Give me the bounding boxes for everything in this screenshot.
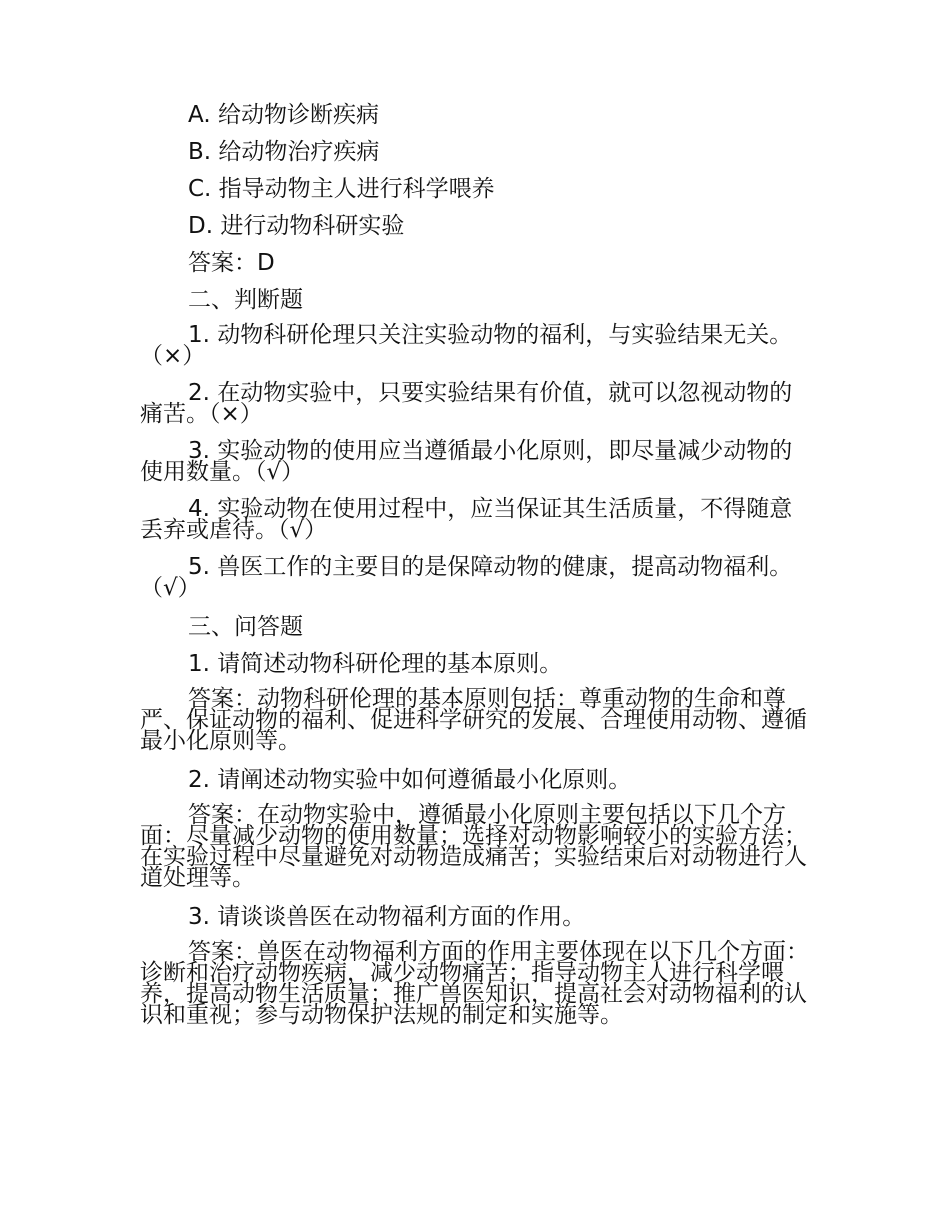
section-title-judgment: 二、判断题 [188, 287, 303, 313]
option-c: C. 指导动物主人进行科学喂养 [188, 176, 495, 202]
judgment-item-2: 2. 在动物实验中，只要实验结果有价值，就可以忽视动物的痛苦。（×） [140, 380, 793, 427]
option-d: D. 进行动物科研实验 [188, 213, 405, 239]
qa-question-1: 1. 请简述动物科研伦理的基本原则。 [188, 651, 563, 677]
qa-answer-2: 答案：在动物实验中，遵循最小化原则主要包括以下几个方面：尽量减少动物的使用数量；选择对动物影响较小的实验方法；在实验过程中尽量避免对动物造成痛苦；实验结束后对动物进行人道处理等。 [140, 802, 807, 891]
option-b: B. 给动物治疗疾病 [188, 139, 380, 165]
qa-question-3: 3. 请谈谈兽医在动物福利方面的作用。 [188, 904, 586, 930]
qa-question-2: 2. 请阐述动物实验中如何遵循最小化原则。 [188, 767, 632, 793]
judgment-item-3: 3. 实验动物的使用应当遵循最小化原则，即尽量减少动物的使用数量。（√） [140, 438, 793, 485]
judgment-item-5: 5. 兽医工作的主要目的是保障动物的健康，提高动物福利。（√） [140, 554, 793, 601]
qa-answer-3: 答案：兽医在动物福利方面的作用主要体现在以下几个方面：诊断和治疗动物疾病，减少动物痛苦；指导动物主人进行科学喂养，提高动物生活质量；推广兽医知识，提高社会对动物福利的认识和重视；参与动物保护法规的制定和实施等。 [140, 939, 809, 1028]
document-page [140, 103, 812, 1042]
mc-answer: 答案：D [188, 250, 275, 276]
section-title-qa: 三、问答题 [188, 614, 303, 640]
qa-answer-1: 答案：动物科研伦理的基本原则包括：尊重动物的生命和尊严、保证动物的福利、促进科学研究的发展、合理使用动物、遵循最小化原则等。 [140, 686, 807, 754]
judgment-item-4: 4. 实验动物在使用过程中，应当保证其生活质量，不得随意丢弃或虐待。（√） [140, 496, 793, 543]
option-a: A. 给动物诊断疾病 [188, 102, 379, 128]
judgment-item-1: 1. 动物科研伦理只关注实验动物的福利，与实验结果无关。（×） [140, 322, 793, 369]
